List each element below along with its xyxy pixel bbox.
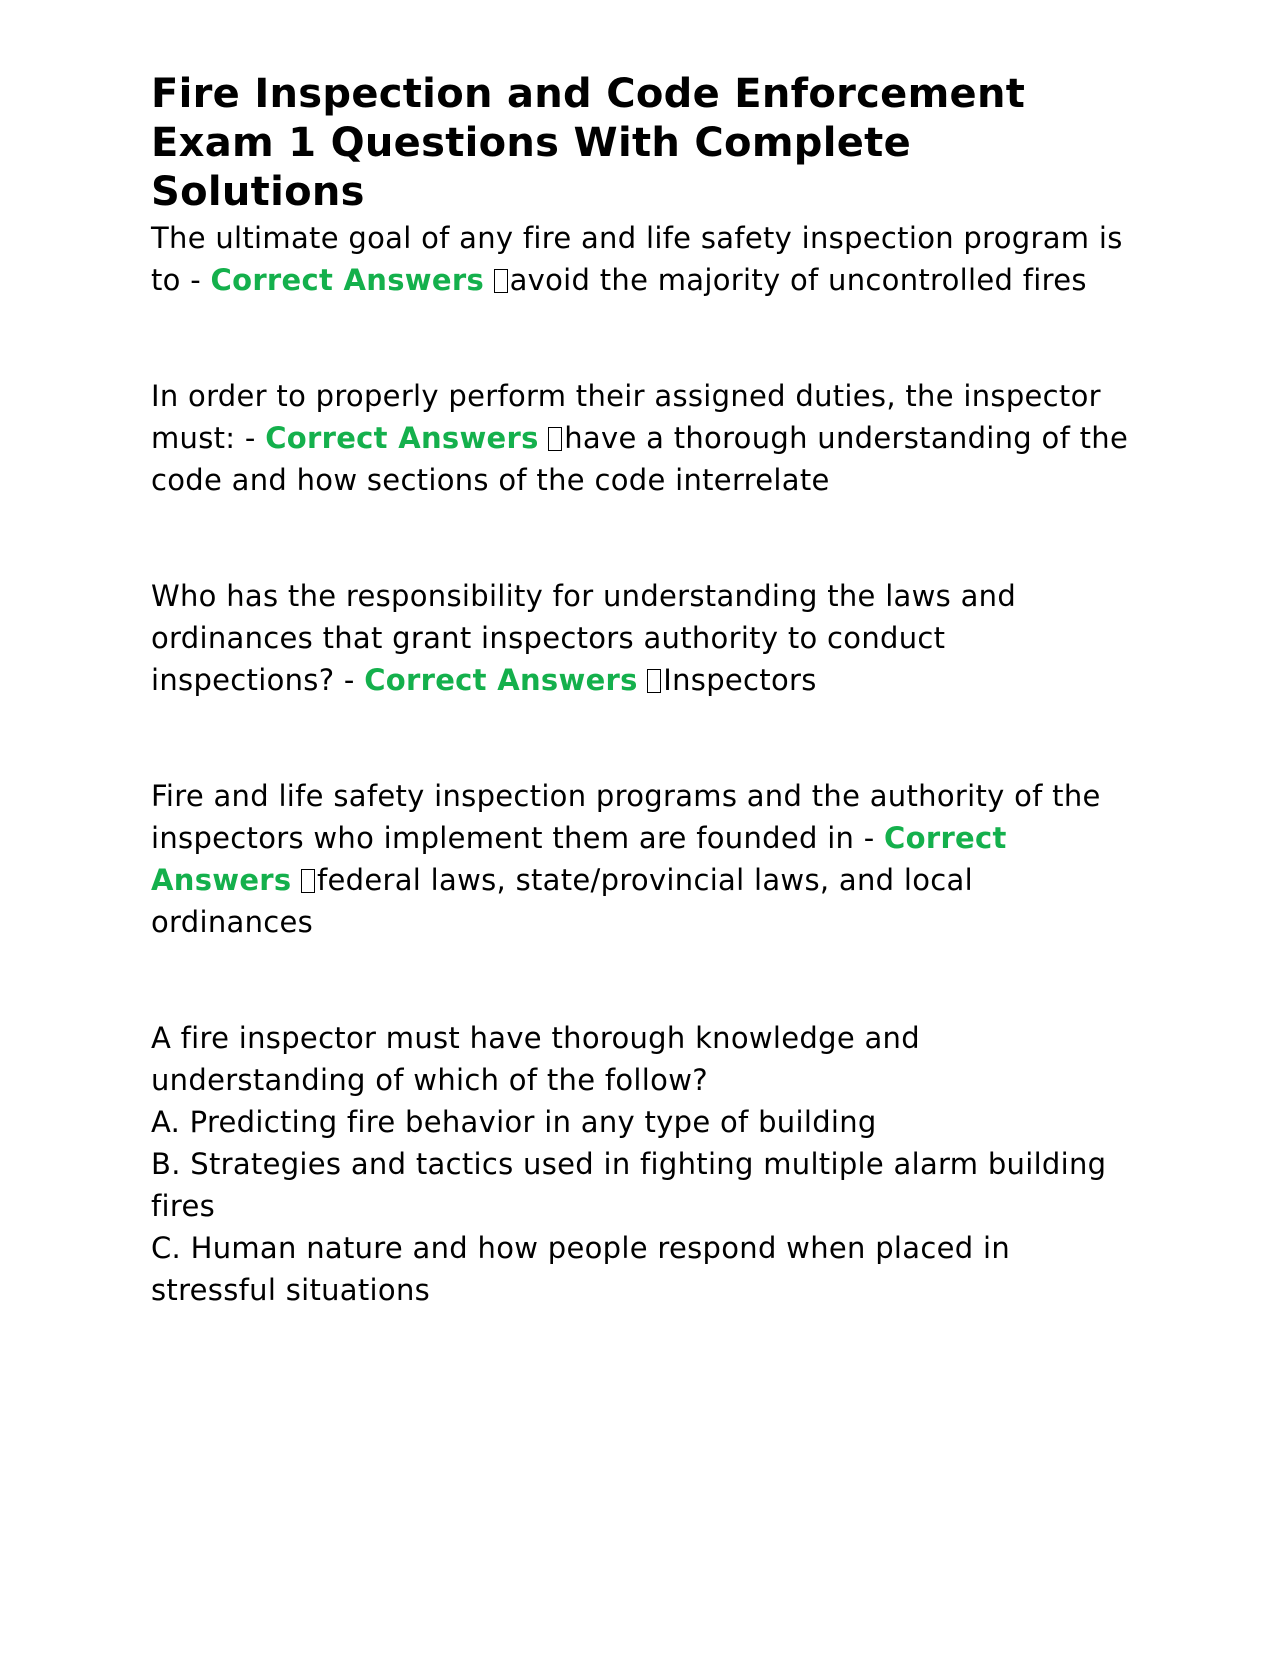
- qa-text: [151, 575, 1136, 701]
- qa-item-1: [151, 217, 1136, 301]
- correct-answers-label: Correct Answers: [210, 263, 485, 297]
- qa-text: [151, 775, 1136, 943]
- qa-item-4: [151, 775, 1136, 943]
- mc-option-b: B. Strategies and tactics used in fighting multiple alarm building fires: [151, 1147, 1107, 1223]
- correct-answers-label: Correct Answers: [151, 821, 1007, 897]
- document-title: Fire Inspection and Code Enforcement Exam 1 Questions With Complete Solutions: [151, 71, 1026, 215]
- question-text: Fire and life safety inspection programs and the authority of the inspectors who implement them are founded in -: [151, 779, 1101, 855]
- answer-text: avoid the majority of uncontrolled fires: [509, 263, 1087, 297]
- missing-glyph-icon: [647, 669, 661, 693]
- answer-text: federal laws, state/provincial laws, and local ordinances: [151, 863, 973, 939]
- mc-option-a: A. Predicting fire behavior in any type of building: [151, 1105, 877, 1139]
- answer-text: have a thorough understanding of the code and how sections of the code interrelate: [151, 421, 1129, 497]
- qa-text: [151, 375, 1136, 501]
- qa-item-2: [151, 375, 1136, 501]
- document-page: [151, 70, 1136, 1311]
- mc-question: [151, 1017, 1136, 1311]
- answer-text: Inspectors: [663, 663, 817, 697]
- correct-answers-label: Correct Answers: [265, 421, 539, 455]
- missing-glyph-icon: [548, 427, 562, 451]
- missing-glyph-icon: [301, 869, 315, 893]
- mc-question-stem: A fire inspector must have thorough knowledge and understanding of which of the follow?: [151, 1021, 920, 1097]
- missing-glyph-icon: [494, 269, 508, 293]
- question-text: The ultimate goal of any fire and life safety inspection program is to -: [151, 221, 1123, 297]
- question-text: Who has the responsibility for understanding the laws and ordinances that grant inspectors authority to conduct inspections? -: [151, 579, 1017, 697]
- question-text: In order to properly perform their assigned duties, the inspector must: -: [151, 379, 1101, 455]
- qa-text: [151, 217, 1136, 301]
- qa-item-3: [151, 575, 1136, 701]
- correct-answers-label: Correct Answers: [364, 663, 638, 697]
- mc-option-c: C. Human nature and how people respond when placed in stressful situations: [151, 1231, 1011, 1307]
